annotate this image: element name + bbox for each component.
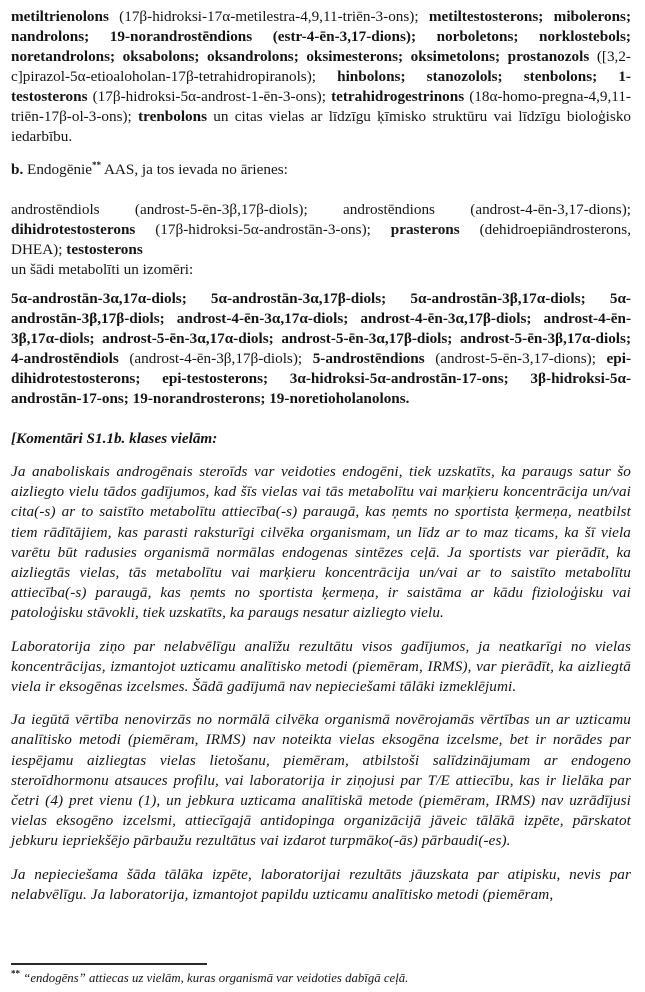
text-run: (17β-hidroksi-5α-androst-1-ēn-3-ons); [87, 88, 332, 105]
footnote-marker: ** [11, 968, 20, 979]
text-run: testosterons [66, 241, 143, 258]
footnote-text: “endogēns” attiecas uz vielām, kuras organismā var veidoties dabīgā ceļā. [20, 971, 409, 985]
comment-atypical-result [11, 865, 631, 905]
document-body [11, 7, 631, 905]
text-run: hinbolons; stanozolols; stenbolons; 1-testosterons [11, 68, 631, 105]
text-run: un citas vielas ar līdzīgu ķīmisko struktūru vai līdzīgu bioloģisko iedarbību. [11, 108, 632, 145]
text-run: tetrahidrogestrinons [331, 88, 465, 105]
text-run: (17β-hidroksi-5α-androstān-3-ons); [135, 221, 391, 238]
text-run: trenbolons [138, 108, 207, 125]
footnote-divider [11, 963, 207, 965]
text-run: Endogēnie [23, 161, 92, 178]
text-run: (18α-homo-pregna-4,9,11-triēn-17β-ol-3-ons); [11, 88, 631, 125]
text-run: Laboratorija ziņo par nelabvēlīgu analīžu rezultātu visos gadījumos, ja neatkarīgi no vielas koncentrācijas, izmantojot uzticamu analītisko metodi (piemēram, IRMS), var pierādīt, ka aizliegtā viela ir eksogēnas izcelsmes. Šādā gadījumā nav nepieciešami tālāki izmeklējumi. [11, 637, 631, 696]
text-run: un šādi metabolīti un izomēri: [11, 261, 194, 278]
text-run: 5α-androstān-3α,17α-diols; 5α-androstān-3α,17β-diols; 5α-androstān-3β,17α-diols; 5α-androstān-3β,17β-diols; androst-4-ēn-3α,17α-diols; androst-4-ēn-3α,17β-diols; androst-4-ēn-3β,17α-diols; androst-5-ēn-3α,17α-diols; androst-5-ēn-3α,17β-diols; androst-5-ēn-3β,17α-diols; 4-androstēndiols [11, 290, 631, 367]
text-run: dihidrotestosterons [11, 221, 136, 238]
text-run: AAS, ja tos ievada no ārienes: [101, 161, 288, 178]
text-run: 5-androstēndions [312, 350, 425, 367]
metabolite-list [11, 289, 631, 409]
substance-list-endogenous [11, 200, 631, 280]
text-run: metiltrienolons [11, 8, 109, 25]
text-run: (androst-5-ēn-3,17-dions); [424, 350, 607, 367]
text-run: (dehidroepiāndrosterons, DHEA); [11, 221, 631, 258]
text-run: metiltestosterons; mibolerons; nandrolons; 19-norandrostēndions (estr-4-ēn-3,17-dions); norboletons; norklostebols; noretandrolons; oksabolons; oksandrolons; oksimesterons; oksimetolons; prostanozols [11, 8, 632, 65]
text-run: Ja anaboliskais androgēnais steroīds var veidoties endogēni, tiek uzskatīts, ka paraugs satur šo aizliegto vielu tādos gadījumos, kad šīs vielas vai tās metabolītu vai marķieru koncentrācija un/vai cita(-s) ar to saistīto metabolītu attiecība(-s) paraugā, kas ņemts no sportista ķermeņa, neatbilst tiem rādītājiem, kas parasti raksturīgi cilvēka organismam, un līdz ar to maz ticams, ka šī viela varētu būt radusies organismā normālas endogenas sintēzes ceļā. Ja sportists var pierādīt, ka aizliegtās vielas, tās metabolītu vai marķieru koncentrācija un/vai ar to saistīto metabolītu attiecība(-s) paraugā, kas ņemts no sportista ķermeņa, ir saistāma ar kādu fizioloģisku vai patoloģisku stāvokli, tiek uzskatīts, ka paraugs nesatur aizliegto vielu. [11, 463, 631, 622]
footnote-line [11, 970, 631, 986]
comment-endogenous-determination [11, 462, 631, 624]
text-run: [Komentāri S1.1b. klases vielām: [11, 430, 218, 447]
section-b-heading [11, 160, 631, 180]
comment-further-investigation [11, 710, 631, 851]
text-run: Ja nepieciešama šāda tālāka izpēte, laboratorijai rezultāts jāuzskata par atipisku, nevis par nelabvēlīgu. Ja laboratorija, izmantojot papildu uzticamu analītisko metodi (piemēram, [11, 865, 631, 903]
text-run: ([3,2-c]pirazol-5α-etioaloholan-17β-tetrahidropiranols); [11, 48, 631, 85]
text-run: epi-dihidrotestosterons; epi-testosterons; 3α-hidroksi-5α-androstān-17-ons; 3β-hidroksi-5α-androstān-17-ons; 19-norandrosterons; 19-noretioholanolons. [11, 350, 631, 407]
text-run: Ja iegūtā vērtība nenovirzās no normālā cilvēka organismā novērojamās vērtības un ar uzticamu analītisko metodi (piemēram, IRMS) nav noteikta vielas eksogēna izcelsme, bet ir norādes par iespējamu aizliegtas vielas lietošanu, piemēram, atbilstoši salīdzinājumam ar endogeno steroīdhormonu atsauces profilu, vai laboratorija ir ziņojusi par T/E attiecību, kas ir lielāka par četri (4) pret vienu (1), un jebkura uzticama analītiskā metode (piemēram, IRMS) nav uzrādījusi vielas eksogēno izcelsmi, attiecīgajā antidopinga organizācijā jāveic tālākā izpēte, pārskatot jebkuru iepriekšējo pārbaužu rezultātus vai izdarot turpmāko(-ās) pārbaudi(-es). [11, 711, 631, 850]
comment-laboratory-reporting [11, 637, 631, 698]
comments-heading [11, 429, 631, 449]
text-run: (androst-4-ēn-3β,17β-diols); [118, 350, 313, 367]
text-run: prasterons [390, 221, 460, 238]
substance-list-exogenous [11, 7, 631, 147]
text-run: (17β-hidroksi-17α-metilestra-4,9,11-triēn-3-ons); [108, 8, 429, 25]
text-run: androstēndiols (androst-5-ēn-3β,17β-diols); androstēndions (androst-4-ēn-3,17-dions); [11, 201, 631, 218]
footnote [11, 963, 631, 986]
text-run: ** [92, 159, 101, 170]
text-run: b. [11, 161, 24, 178]
